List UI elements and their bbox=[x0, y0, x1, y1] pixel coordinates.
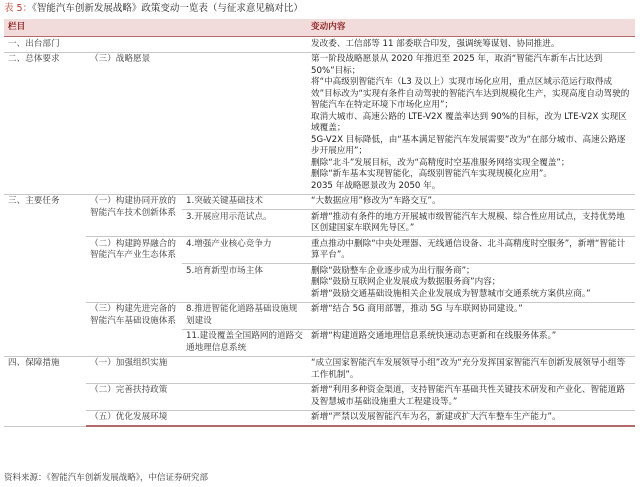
table-row bbox=[4, 194, 635, 210]
subsection-cell: （三）战略愿景 bbox=[86, 52, 307, 194]
change-content-cell bbox=[307, 237, 635, 264]
change-line: 重点推动中删除“中央处理器、无线通信设备、北斗高精度时空服务”，新增“智能计算平台”。 bbox=[311, 238, 626, 260]
section-cell: 二、总体要求 bbox=[4, 52, 86, 194]
change-line: 第一阶段战略愿景从 2020 年推迟至 2025 年，取消“智能汽车新车占比达到 50%”目标； bbox=[311, 54, 603, 76]
task-item-cell: 11.建设覆盖全国路网的道路交通地理信息系统 bbox=[182, 329, 307, 356]
table-row bbox=[4, 302, 635, 329]
section-cell: 三、主要任务 bbox=[4, 194, 86, 356]
table-row bbox=[4, 383, 635, 410]
change-line: 删除“鼓励整车企业逐步成为出行服务商”； bbox=[311, 265, 475, 276]
task-item-cell: 3.开展应用示范试点。 bbox=[182, 210, 307, 237]
change-content-cell bbox=[307, 210, 635, 237]
section-cell: 四、保障措施 bbox=[4, 356, 86, 426]
task-item-cell: 4.增强产业核心竞争力 bbox=[182, 237, 307, 264]
subsection-cell: （三）构建先进完备的智能汽车基础设施体系 bbox=[86, 302, 182, 356]
table-row bbox=[4, 37, 635, 53]
caption-label: 表 5： bbox=[4, 3, 33, 14]
change-line: 2035 年战略愿景改为 2050 年。 bbox=[311, 180, 441, 191]
table-row bbox=[4, 237, 635, 264]
change-line: 新增“推动有条件的地方开展城市级智能汽车大规模、综合性应用试点，支持优势地区创建国家车联网先导区。” bbox=[311, 211, 625, 233]
source-note: 资料来源：《智能汽车创新发展战略》，中信证券研究部 bbox=[4, 473, 209, 483]
change-content-cell bbox=[307, 52, 635, 194]
subsection-cell: （二）构建跨界融合的智能汽车产业生态体系 bbox=[86, 237, 182, 303]
change-line: 取消大城市、高速公路的 LTE-V2X 覆盖率达到 90%的目标，改为 LTE-V2X 实现区域覆盖； bbox=[311, 111, 627, 133]
header-column-changes: 变动内容 bbox=[307, 19, 635, 37]
table-body bbox=[4, 37, 635, 427]
subsection-cell: （一）构建协同开放的智能汽车技术创新体系 bbox=[86, 194, 182, 237]
change-content-cell bbox=[307, 302, 635, 329]
subsection-cell: （五）优化发展环境 bbox=[86, 410, 307, 426]
change-line: 删除“鼓励互联网企业发展成为数据服务商”内容； bbox=[311, 277, 501, 287]
change-line: “大数据应用”修改为“车路交互”。 bbox=[311, 196, 441, 206]
header-column-section: 栏目 bbox=[4, 19, 307, 37]
table-header-row bbox=[4, 19, 635, 37]
table-row bbox=[4, 52, 635, 194]
section-cell: 一、出台部门 bbox=[4, 37, 307, 53]
table-caption bbox=[4, 3, 303, 15]
change-line: 新增“严禁以发展智能汽车为名，新建或扩大汽车整车生产能力”。 bbox=[311, 412, 561, 422]
task-item-cell: 1.突破关键基础技术 bbox=[182, 194, 307, 210]
change-line: 新增“鼓励交通基础设施相关企业发展成为智慧城市交通系统方案供应商。” bbox=[311, 288, 591, 299]
change-line: 删除“新车基本实现智能化，高级别智能汽车实现规模化应用”。 bbox=[311, 169, 552, 179]
subsection-cell: （二）完善扶持政策 bbox=[86, 383, 307, 410]
change-line: 将“中高级别智能汽车（L3 及以上）实现市场化应用，重点区域示范运行取得成效”目标改为“实现有条件自动驾驶的智能汽车达到规模化生产，实现高度自动驾驶的智能汽车在特定环境下市场化应用”； bbox=[311, 77, 630, 110]
change-content-cell bbox=[307, 383, 635, 410]
change-content-cell bbox=[307, 194, 635, 210]
change-content-cell bbox=[307, 356, 635, 383]
policy-change-table bbox=[4, 19, 635, 427]
task-item-cell: 5.培育新型市场主体 bbox=[182, 264, 307, 303]
subsection-cell: （一）加强组织实施 bbox=[86, 356, 307, 383]
table-row bbox=[4, 410, 635, 426]
change-line: 新增“构建道路交通地理信息系统快速动态更新和在线服务体系。” bbox=[311, 331, 557, 341]
caption-title: 《智能汽车创新发展战略》政策变动一览表（与征求意见稿对比） bbox=[32, 3, 303, 14]
change-line: 5G-V2X 目标降低，由“基本满足智能汽车发展需要”改为“在部分城市、高速公路逐步开展应用”； bbox=[311, 134, 626, 156]
change-line: 新增“利用多种资金渠道，支持智能汽车基础共性关键技术研发和产业化、智能道路及智慧城市基础设施重大工程建设等。” bbox=[311, 385, 625, 407]
table-row bbox=[4, 356, 635, 383]
change-content-cell bbox=[307, 410, 635, 426]
task-item-cell: 8.推进智能化道路基础设施规划建设 bbox=[182, 302, 307, 329]
change-content-cell bbox=[307, 264, 635, 303]
change-line: 发改委、工信部等 11 部委联合印发，强调统筹谋划、协同推进。 bbox=[311, 38, 560, 49]
change-content-cell bbox=[307, 329, 635, 356]
change-content-cell bbox=[307, 37, 635, 53]
change-line: “成立国家智能汽车发展领导小组”改为“充分发挥国家智能汽车创新发展领导小组等工作机制”。 bbox=[311, 358, 626, 380]
change-line: 删除“北斗”发展目标，改为“高精度时空基准服务网络实现全覆盖”； bbox=[311, 157, 570, 168]
change-line: 新增“结合 5G 商用部署，推动 5G 与车联网协同建设。” bbox=[311, 304, 523, 314]
